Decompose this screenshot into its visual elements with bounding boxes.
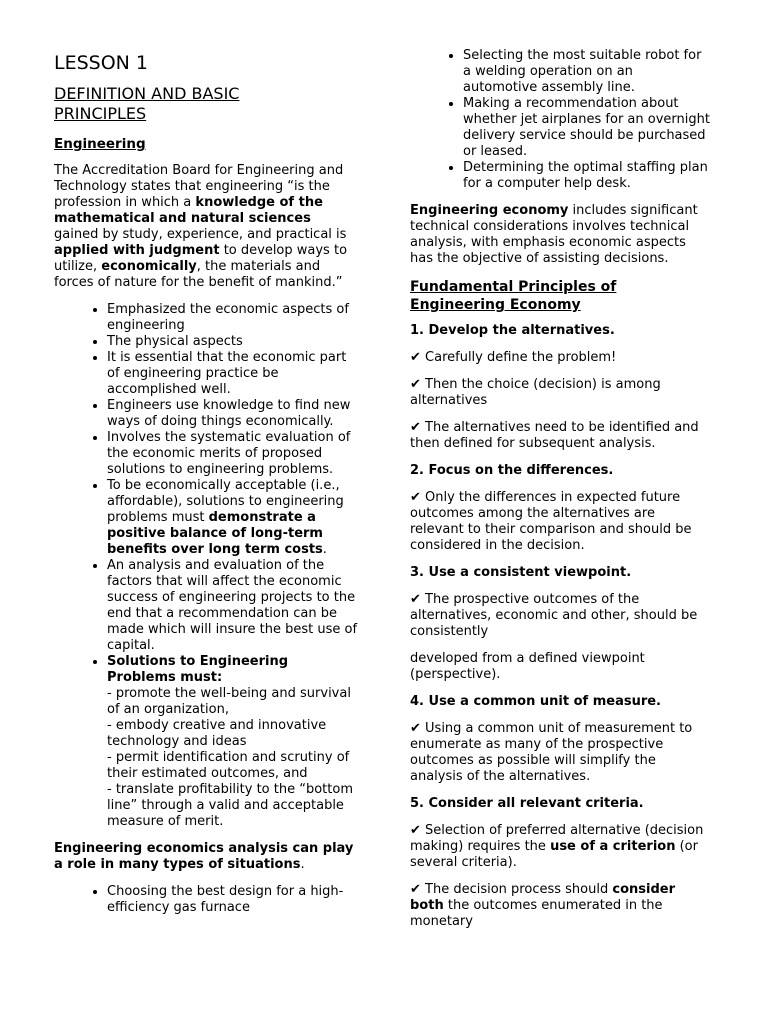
p5-item2-post: the outcomes enumerated in the monetary xyxy=(410,898,663,929)
section-heading-engineering: Engineering xyxy=(54,136,146,152)
principle-4-item: ✔ Using a common unit of measurement to enumerate as many of the prospective outcomes as possible will simplify the analysis of the alternatives. xyxy=(410,721,693,784)
list-item: • Involves the systematic evaluation of the economic merits of proposed solutions to engineering problems. xyxy=(107,430,359,478)
situations-list-right xyxy=(410,48,710,192)
principle-3-item: developed from a defined viewpoint (perspective). xyxy=(410,651,645,682)
chapter-title-line1: DEFINITION AND BASIC xyxy=(54,84,240,103)
solutions-item: - promote the well-being and survival of an organization, xyxy=(107,686,351,717)
principle-3-item: ✔ The prospective outcomes of the alternatives, economic and other, should be consistently xyxy=(410,592,698,639)
list-item: • It is essential that the economic part of engineering practice be accomplished well. xyxy=(107,350,359,398)
right-column xyxy=(410,48,710,941)
list-item: • Determining the optimal staffing plan for a computer help desk. xyxy=(463,160,710,192)
situations-list-left xyxy=(54,884,359,916)
p5-item1-bold: use of a criterion xyxy=(550,839,676,854)
p5-item2-pre: ✔ The decision process should xyxy=(410,882,613,897)
chapter-title-line2: PRINCIPLES xyxy=(54,104,147,123)
solutions-heading: Solutions to Engineering Problems must: xyxy=(107,654,289,685)
acceptable-bold: demonstrate a positive balance of long-term benefits over long term costs xyxy=(107,510,323,557)
intro-paragraph xyxy=(54,163,359,291)
list-item-solutions xyxy=(107,654,359,830)
intro-bold-3: economically xyxy=(101,259,197,274)
solutions-item: - translate profitability to the “bottom line” through a valid and acceptable measure of merit. xyxy=(107,782,353,829)
intro-text-4: , the materials and forces of nature for the benefit of mankind.” xyxy=(54,259,343,290)
engineering-bullet-list xyxy=(54,302,359,830)
p5-item2-bold: consider both xyxy=(410,882,675,913)
principle-1-heading: 1. Develop the alternatives. xyxy=(410,323,615,338)
fundamentals-heading-line2: Engineering Economy xyxy=(410,297,581,313)
list-item: • Emphasized the economic aspects of engineering xyxy=(107,302,359,334)
intro-text-3: to develop ways to utilize, xyxy=(54,243,348,274)
fundamentals-heading xyxy=(410,278,710,314)
engineering-economy-bold: Engineering economy xyxy=(410,203,569,218)
list-item: • Making a recommendation about whether jet airplanes for an overnight delivery service should be purchased or leased. xyxy=(463,96,710,160)
situations-paragraph xyxy=(54,841,359,873)
principle-1-item: ✔ Carefully define the problem! xyxy=(410,350,617,365)
solutions-item: - permit identification and scrutiny of their estimated outcomes, and xyxy=(107,750,350,781)
principle-1-item: ✔ Then the choice (decision) is among alternatives xyxy=(410,377,661,408)
solutions-item: - embody creative and innovative technology and ideas xyxy=(107,718,327,749)
principle-5-item xyxy=(410,882,710,930)
intro-text-2: gained by study, experience, and practical is xyxy=(54,227,347,242)
list-item: • Selecting the most suitable robot for a welding operation on an automotive assembly line. xyxy=(463,48,710,96)
acceptable-text: To be economically acceptable (i.e., affordable), solutions to engineering problems must xyxy=(107,478,344,525)
list-item: • Choosing the best design for a high-efficiency gas furnace xyxy=(107,884,359,916)
acceptable-post: . xyxy=(322,542,327,557)
list-item: • Engineers use knowledge to find new ways of doing things economically. xyxy=(107,398,359,430)
principle-4-heading: 4. Use a common unit of measure. xyxy=(410,694,661,709)
principle-5-item xyxy=(410,823,710,871)
p5-item1-post: (or several criteria). xyxy=(410,839,698,870)
lesson-title: LESSON 1 xyxy=(54,52,149,74)
fundamentals-heading-line1: Fundamental Principles of xyxy=(410,279,617,295)
intro-bold-1: knowledge of the mathematical and natural sciences xyxy=(54,195,323,226)
list-item: • The physical aspects xyxy=(107,334,359,350)
principle-5-heading: 5. Consider all relevant criteria. xyxy=(410,796,644,811)
list-item xyxy=(107,478,359,558)
situations-bold: Engineering economics analysis can play a role in many types of situations xyxy=(54,841,354,872)
intro-text-1: The Accreditation Board for Engineering and Technology states that engineering “is the profession in which a xyxy=(54,163,344,210)
principle-3-heading: 3. Use a consistent viewpoint. xyxy=(410,565,632,580)
engineering-economy-text: includes significant technical considerations involves technical analysis, with emphasis economic aspects has the objective of assisting decisions. xyxy=(410,203,698,266)
principle-2-item: ✔ Only the differences in expected future outcomes among the alternatives are relevant to their comparison and should be considered in the decision. xyxy=(410,490,692,553)
engineering-economy-paragraph xyxy=(410,203,710,267)
chapter-title xyxy=(54,84,359,124)
principle-1-item: ✔ The alternatives need to be identified and then defined for subsequent analysis. xyxy=(410,420,699,451)
situations-post: . xyxy=(300,857,305,872)
p5-item1-pre: ✔ Selection of preferred alternative (decision making) requires the xyxy=(410,823,704,854)
list-item: • An analysis and evaluation of the factors that will affect the economic success of engineering projects to the end that a recommendation can be made which will insure the best use of capital. xyxy=(107,558,359,654)
left-column xyxy=(54,48,359,927)
principle-2-heading: 2. Focus on the differences. xyxy=(410,463,614,478)
intro-bold-2: applied with judgment xyxy=(54,243,220,258)
